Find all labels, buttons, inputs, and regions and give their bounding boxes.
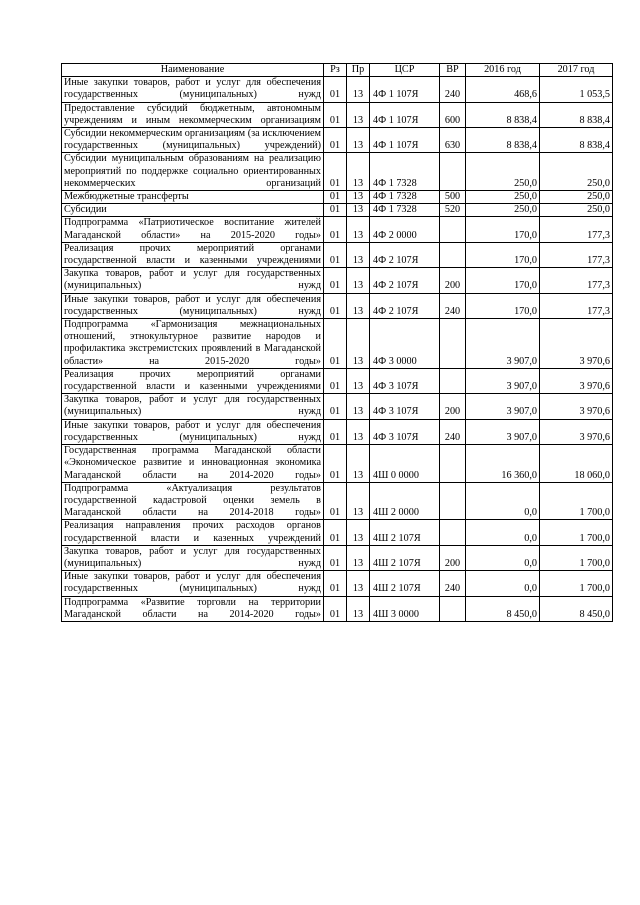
row-rz: 01 <box>324 520 347 545</box>
row-name: Предоставление субсидий бюджетным, автономным учреждениям и иным некоммерческим организациям <box>62 102 324 127</box>
row-rz: 01 <box>324 596 347 621</box>
row-csr: 4Ф 1 107Я <box>370 77 440 102</box>
row-rz: 01 <box>324 217 347 242</box>
row-amount-2017: 250,0 <box>540 204 613 217</box>
header-2017: 2017 год <box>540 64 613 77</box>
row-amount-2017: 1 700,0 <box>540 482 613 520</box>
row-csr: 4Ш 0 0000 <box>370 445 440 483</box>
row-pr: 13 <box>347 520 370 545</box>
row-amount-2016: 16 360,0 <box>466 445 540 483</box>
table-row <box>62 368 613 393</box>
budget-table <box>61 63 613 622</box>
row-name: Иные закупки товаров, работ и услуг для обеспечения государственных (муниципальных) нужд <box>62 293 324 318</box>
row-amount-2017: 1 700,0 <box>540 545 613 570</box>
row-pr: 13 <box>347 445 370 483</box>
row-vr: 240 <box>440 419 466 444</box>
row-name: Иные закупки товаров, работ и услуг для обеспечения государственных (муниципальных) нужд <box>62 571 324 596</box>
row-csr: 4Ф 2 0000 <box>370 217 440 242</box>
row-name: Подпрограмма «Патриотическое воспитание жителей Магаданской области» на 2015-2020 годы» <box>62 217 324 242</box>
row-pr: 13 <box>347 394 370 419</box>
row-pr: 13 <box>347 128 370 153</box>
row-pr: 13 <box>347 368 370 393</box>
row-amount-2016: 0,0 <box>466 571 540 596</box>
row-csr: 4Ш 2 0000 <box>370 482 440 520</box>
row-name: Реализация прочих мероприятий органами государственной власти и казенными учреждениями <box>62 242 324 267</box>
row-amount-2017: 177,3 <box>540 268 613 293</box>
table-row <box>62 153 613 191</box>
table-row <box>62 445 613 483</box>
table-row <box>62 482 613 520</box>
table-row <box>62 545 613 570</box>
row-name: Закупка товаров, работ и услуг для государственных (муниципальных) нужд <box>62 394 324 419</box>
row-vr <box>440 445 466 483</box>
row-rz: 01 <box>324 368 347 393</box>
header-name: Наименование <box>62 64 324 77</box>
row-amount-2017: 1 700,0 <box>540 520 613 545</box>
row-rz: 01 <box>324 204 347 217</box>
header-pr: Пр <box>347 64 370 77</box>
row-amount-2016: 170,0 <box>466 268 540 293</box>
row-rz: 01 <box>324 419 347 444</box>
table-row <box>62 596 613 621</box>
row-csr: 4Ф 3 107Я <box>370 419 440 444</box>
row-csr: 4Ш 2 107Я <box>370 571 440 596</box>
table-row <box>62 571 613 596</box>
row-rz: 01 <box>324 153 347 191</box>
row-name: Субсидии муниципальным образованиям на реализацию мероприятий по поддержке социально ориентированных некоммерческих организаций <box>62 153 324 191</box>
row-amount-2016: 170,0 <box>466 217 540 242</box>
row-amount-2017: 18 060,0 <box>540 445 613 483</box>
row-vr: 600 <box>440 102 466 127</box>
table-row <box>62 77 613 102</box>
table-row <box>62 191 613 204</box>
row-csr: 4Ф 3 107Я <box>370 368 440 393</box>
row-amount-2016: 0,0 <box>466 545 540 570</box>
row-pr: 13 <box>347 545 370 570</box>
row-rz: 01 <box>324 319 347 369</box>
row-pr: 13 <box>347 571 370 596</box>
row-name: Подпрограмма «Развитие торговли на территории Магаданской области на 2014-2020 годы» <box>62 596 324 621</box>
row-pr: 13 <box>347 102 370 127</box>
row-name: Иные закупки товаров, работ и услуг для обеспечения государственных (муниципальных) нужд <box>62 77 324 102</box>
row-amount-2016: 3 907,0 <box>466 319 540 369</box>
row-vr: 520 <box>440 204 466 217</box>
row-vr <box>440 153 466 191</box>
row-rz: 01 <box>324 394 347 419</box>
row-amount-2016: 468,6 <box>466 77 540 102</box>
row-amount-2016: 8 838,4 <box>466 128 540 153</box>
row-amount-2017: 3 970,6 <box>540 319 613 369</box>
row-csr: 4Ф 1 107Я <box>370 102 440 127</box>
row-pr: 13 <box>347 217 370 242</box>
row-pr: 13 <box>347 268 370 293</box>
row-amount-2016: 250,0 <box>466 191 540 204</box>
table-row <box>62 319 613 369</box>
row-pr: 13 <box>347 482 370 520</box>
row-rz: 01 <box>324 102 347 127</box>
row-csr: 4Ф 1 7328 <box>370 204 440 217</box>
row-rz: 01 <box>324 242 347 267</box>
row-name: Иные закупки товаров, работ и услуг для обеспечения государственных (муниципальных) нужд <box>62 419 324 444</box>
row-vr: 240 <box>440 293 466 318</box>
row-rz: 01 <box>324 571 347 596</box>
row-vr <box>440 242 466 267</box>
row-name: Подпрограмма «Гармонизация межнациональных отношений, этнокультурное развитие народов и профилактика экстремистских проявлений в Магаданской области» на 2015-2020 годы» <box>62 319 324 369</box>
row-csr: 4Ш 3 0000 <box>370 596 440 621</box>
row-rz: 01 <box>324 268 347 293</box>
row-vr <box>440 482 466 520</box>
row-pr: 13 <box>347 596 370 621</box>
row-amount-2016: 3 907,0 <box>466 419 540 444</box>
row-vr <box>440 596 466 621</box>
row-pr: 13 <box>347 191 370 204</box>
row-csr: 4Ф 1 7328 <box>370 191 440 204</box>
table-row <box>62 242 613 267</box>
header-vr: ВР <box>440 64 466 77</box>
row-pr: 13 <box>347 204 370 217</box>
row-rz: 01 <box>324 445 347 483</box>
row-rz: 01 <box>324 293 347 318</box>
row-vr <box>440 368 466 393</box>
table-row <box>62 394 613 419</box>
row-vr: 200 <box>440 545 466 570</box>
row-amount-2017: 3 970,6 <box>540 368 613 393</box>
row-name: Реализация направления прочих расходов органов государственной власти и казенных учреждений <box>62 520 324 545</box>
row-amount-2016: 8 450,0 <box>466 596 540 621</box>
row-amount-2017: 250,0 <box>540 191 613 204</box>
row-pr: 13 <box>347 419 370 444</box>
row-amount-2017: 3 970,6 <box>540 394 613 419</box>
row-amount-2017: 177,3 <box>540 293 613 318</box>
row-name: Закупка товаров, работ и услуг для государственных (муниципальных) нужд <box>62 268 324 293</box>
row-vr <box>440 319 466 369</box>
row-amount-2017: 8 838,4 <box>540 102 613 127</box>
row-csr: 4Ф 1 7328 <box>370 153 440 191</box>
row-pr: 13 <box>347 153 370 191</box>
row-amount-2017: 1 053,5 <box>540 77 613 102</box>
row-vr: 200 <box>440 394 466 419</box>
row-name: Субсидии <box>62 204 324 217</box>
row-vr: 200 <box>440 268 466 293</box>
row-amount-2016: 0,0 <box>466 520 540 545</box>
row-rz: 01 <box>324 482 347 520</box>
table-row <box>62 102 613 127</box>
row-amount-2016: 3 907,0 <box>466 394 540 419</box>
table-row <box>62 128 613 153</box>
row-pr: 13 <box>347 293 370 318</box>
table-row <box>62 268 613 293</box>
row-amount-2016: 170,0 <box>466 293 540 318</box>
row-pr: 13 <box>347 242 370 267</box>
row-name: Субсидии некоммерческим организациям (за исключением государственных (муниципальных) учреждений) <box>62 128 324 153</box>
row-amount-2017: 250,0 <box>540 153 613 191</box>
row-rz: 01 <box>324 77 347 102</box>
table-row <box>62 520 613 545</box>
budget-table-page <box>61 63 613 622</box>
row-vr: 240 <box>440 571 466 596</box>
table-row <box>62 293 613 318</box>
header-2016: 2016 год <box>466 64 540 77</box>
row-amount-2016: 3 907,0 <box>466 368 540 393</box>
row-vr <box>440 520 466 545</box>
row-amount-2017: 3 970,6 <box>540 419 613 444</box>
row-amount-2016: 8 838,4 <box>466 102 540 127</box>
row-name: Закупка товаров, работ и услуг для государственных (муниципальных) нужд <box>62 545 324 570</box>
table-row <box>62 419 613 444</box>
row-csr: 4Ш 2 107Я <box>370 520 440 545</box>
row-amount-2016: 0,0 <box>466 482 540 520</box>
row-csr: 4Ф 1 107Я <box>370 128 440 153</box>
row-csr: 4Ш 2 107Я <box>370 545 440 570</box>
row-rz: 01 <box>324 128 347 153</box>
table-row <box>62 217 613 242</box>
table-row <box>62 204 613 217</box>
row-amount-2016: 250,0 <box>466 204 540 217</box>
row-rz: 01 <box>324 191 347 204</box>
row-name: Государственная программа Магаданской области «Экономическое развитие и инновационная экономика Магаданской области на 2014-2020 годы» <box>62 445 324 483</box>
row-amount-2017: 177,3 <box>540 217 613 242</box>
row-amount-2017: 8 450,0 <box>540 596 613 621</box>
row-amount-2016: 170,0 <box>466 242 540 267</box>
row-csr: 4Ф 3 0000 <box>370 319 440 369</box>
header-csr: ЦСР <box>370 64 440 77</box>
row-name: Подпрограмма «Актуализация результатов государственной кадастровой оценки земель в Магаданской области на 2014-2018 годы» <box>62 482 324 520</box>
row-amount-2017: 8 838,4 <box>540 128 613 153</box>
header-rz: Рз <box>324 64 347 77</box>
row-vr: 630 <box>440 128 466 153</box>
row-name: Реализация прочих мероприятий органами государственной власти и казенными учреждениями <box>62 368 324 393</box>
row-amount-2016: 250,0 <box>466 153 540 191</box>
row-rz: 01 <box>324 545 347 570</box>
row-csr: 4Ф 2 107Я <box>370 293 440 318</box>
row-pr: 13 <box>347 319 370 369</box>
row-csr: 4Ф 3 107Я <box>370 394 440 419</box>
row-amount-2017: 1 700,0 <box>540 571 613 596</box>
table-header-row <box>62 64 613 77</box>
row-vr: 240 <box>440 77 466 102</box>
row-vr: 500 <box>440 191 466 204</box>
row-amount-2017: 177,3 <box>540 242 613 267</box>
row-csr: 4Ф 2 107Я <box>370 242 440 267</box>
row-vr <box>440 217 466 242</box>
row-name: Межбюджетные трансферты <box>62 191 324 204</box>
row-csr: 4Ф 2 107Я <box>370 268 440 293</box>
row-pr: 13 <box>347 77 370 102</box>
